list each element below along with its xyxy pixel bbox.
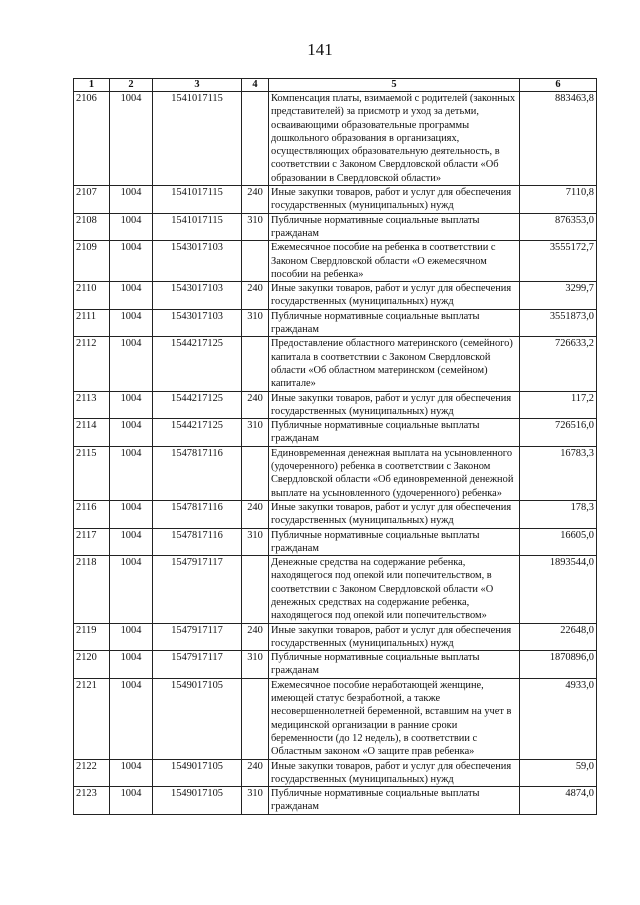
table-row xyxy=(74,391,597,419)
expense-type-cell: 240 xyxy=(242,391,269,419)
row-number-cell: 2110 xyxy=(74,282,110,310)
amount-cell: 59,0 xyxy=(520,759,597,787)
amount-cell: 1870896,0 xyxy=(520,651,597,679)
section-code-cell: 1004 xyxy=(110,678,153,759)
item-name-cell: Публичные нормативные социальные выплаты гражданам xyxy=(269,787,520,815)
row-number-cell: 2109 xyxy=(74,241,110,282)
amount-cell: 3299,7 xyxy=(520,282,597,310)
amount-cell: 1893544,0 xyxy=(520,556,597,623)
target-article-cell: 1543017103 xyxy=(153,241,242,282)
row-number-cell: 2122 xyxy=(74,759,110,787)
item-name-cell: Иные закупки товаров, работ и услуг для обеспечения государственных (муниципальных) нужд xyxy=(269,623,520,651)
section-code-cell: 1004 xyxy=(110,446,153,500)
row-number-cell: 2121 xyxy=(74,678,110,759)
expense-type-cell: 310 xyxy=(242,528,269,556)
expense-type-cell xyxy=(242,241,269,282)
section-code-cell: 1004 xyxy=(110,759,153,787)
expense-type-cell: 310 xyxy=(242,651,269,679)
row-number-cell: 2123 xyxy=(74,787,110,815)
expense-type-cell xyxy=(242,337,269,391)
row-number-cell: 2108 xyxy=(74,213,110,241)
section-code-cell: 1004 xyxy=(110,337,153,391)
table-row xyxy=(74,337,597,391)
table-row xyxy=(74,446,597,500)
item-name-cell: Публичные нормативные социальные выплаты гражданам xyxy=(269,419,520,447)
section-code-cell: 1004 xyxy=(110,500,153,528)
amount-cell: 16783,3 xyxy=(520,446,597,500)
amount-cell: 726633,2 xyxy=(520,337,597,391)
section-code-cell: 1004 xyxy=(110,282,153,310)
target-article-cell: 1543017103 xyxy=(153,309,242,337)
table-row xyxy=(74,556,597,623)
section-code-cell: 1004 xyxy=(110,651,153,679)
budget-table xyxy=(73,78,597,815)
row-number-cell: 2120 xyxy=(74,651,110,679)
item-name-cell: Единовременная денежная выплата на усыновленного (удочеренного) ребенка в соответствии с Законом Свердловской области «Об единовременной денежной выплате на усыновленного (удочеренного) ребенка» xyxy=(269,446,520,500)
amount-cell: 4933,0 xyxy=(520,678,597,759)
table-row xyxy=(74,651,597,679)
amount-cell: 178,3 xyxy=(520,500,597,528)
target-article-cell: 1544217125 xyxy=(153,419,242,447)
expense-type-cell xyxy=(242,446,269,500)
section-code-cell: 1004 xyxy=(110,391,153,419)
target-article-cell: 1549017105 xyxy=(153,759,242,787)
expense-type-cell: 310 xyxy=(242,213,269,241)
section-code-cell: 1004 xyxy=(110,186,153,214)
target-article-cell: 1547817116 xyxy=(153,500,242,528)
expense-type-cell xyxy=(242,678,269,759)
row-number-cell: 2112 xyxy=(74,337,110,391)
header-col-2: 2 xyxy=(110,79,153,92)
target-article-cell: 1549017105 xyxy=(153,787,242,815)
target-article-cell: 1547917117 xyxy=(153,556,242,623)
header-col-3: 3 xyxy=(153,79,242,92)
item-name-cell: Ежемесячное пособие на ребенка в соответствии с Законом Свердловской области «О ежемесячном пособии на ребенка» xyxy=(269,241,520,282)
item-name-cell: Иные закупки товаров, работ и услуг для обеспечения государственных (муниципальных) нужд xyxy=(269,391,520,419)
row-number-cell: 2107 xyxy=(74,186,110,214)
expense-type-cell: 240 xyxy=(242,759,269,787)
item-name-cell: Иные закупки товаров, работ и услуг для обеспечения государственных (муниципальных) нужд xyxy=(269,282,520,310)
row-number-cell: 2116 xyxy=(74,500,110,528)
item-name-cell: Предоставление областного материнского (семейного) капитала в соответствии с Законом Свердловской области «Об областном материнском (семейном) капитале» xyxy=(269,337,520,391)
target-article-cell: 1541017115 xyxy=(153,186,242,214)
table-row xyxy=(74,282,597,310)
amount-cell: 883463,8 xyxy=(520,92,597,186)
target-article-cell: 1547917117 xyxy=(153,651,242,679)
expense-type-cell xyxy=(242,92,269,186)
amount-cell: 3551873,0 xyxy=(520,309,597,337)
section-code-cell: 1004 xyxy=(110,528,153,556)
section-code-cell: 1004 xyxy=(110,213,153,241)
target-article-cell: 1544217125 xyxy=(153,391,242,419)
row-number-cell: 2111 xyxy=(74,309,110,337)
item-name-cell: Денежные средства на содержание ребенка, находящегося под опекой или попечительством, в соответствии с Законом Свердловской области «О денежных средствах на содержание ребенка, находящегося под опекой или попечительством» xyxy=(269,556,520,623)
item-name-cell: Публичные нормативные социальные выплаты гражданам xyxy=(269,528,520,556)
table-row xyxy=(74,787,597,815)
amount-cell: 3555172,7 xyxy=(520,241,597,282)
row-number-cell: 2118 xyxy=(74,556,110,623)
amount-cell: 4874,0 xyxy=(520,787,597,815)
row-number-cell: 2119 xyxy=(74,623,110,651)
item-name-cell: Публичные нормативные социальные выплаты гражданам xyxy=(269,651,520,679)
row-number-cell: 2117 xyxy=(74,528,110,556)
expense-type-cell xyxy=(242,556,269,623)
table-row xyxy=(74,92,597,186)
table-row xyxy=(74,186,597,214)
target-article-cell: 1547817116 xyxy=(153,446,242,500)
target-article-cell: 1543017103 xyxy=(153,282,242,310)
amount-cell: 16605,0 xyxy=(520,528,597,556)
item-name-cell: Иные закупки товаров, работ и услуг для обеспечения государственных (муниципальных) нужд xyxy=(269,500,520,528)
row-number-cell: 2106 xyxy=(74,92,110,186)
table-row xyxy=(74,500,597,528)
amount-cell: 876353,0 xyxy=(520,213,597,241)
target-article-cell: 1549017105 xyxy=(153,678,242,759)
row-number-cell: 2115 xyxy=(74,446,110,500)
table-row xyxy=(74,623,597,651)
header-row xyxy=(74,79,597,92)
expense-type-cell: 240 xyxy=(242,186,269,214)
expense-type-cell: 310 xyxy=(242,787,269,815)
section-code-cell: 1004 xyxy=(110,92,153,186)
row-number-cell: 2114 xyxy=(74,419,110,447)
row-number-cell: 2113 xyxy=(74,391,110,419)
section-code-cell: 1004 xyxy=(110,556,153,623)
header-col-5: 5 xyxy=(269,79,520,92)
item-name-cell: Публичные нормативные социальные выплаты гражданам xyxy=(269,309,520,337)
item-name-cell: Иные закупки товаров, работ и услуг для обеспечения государственных (муниципальных) нужд xyxy=(269,759,520,787)
amount-cell: 22648,0 xyxy=(520,623,597,651)
expense-type-cell: 240 xyxy=(242,623,269,651)
expense-type-cell: 240 xyxy=(242,500,269,528)
header-col-6: 6 xyxy=(520,79,597,92)
amount-cell: 7110,8 xyxy=(520,186,597,214)
item-name-cell: Иные закупки товаров, работ и услуг для обеспечения государственных (муниципальных) нужд xyxy=(269,186,520,214)
table-row xyxy=(74,241,597,282)
header-col-1: 1 xyxy=(74,79,110,92)
section-code-cell: 1004 xyxy=(110,419,153,447)
section-code-cell: 1004 xyxy=(110,309,153,337)
header-col-4: 4 xyxy=(242,79,269,92)
table-row xyxy=(74,213,597,241)
expense-type-cell: 310 xyxy=(242,309,269,337)
table-body xyxy=(74,92,597,815)
table-row xyxy=(74,678,597,759)
amount-cell: 117,2 xyxy=(520,391,597,419)
target-article-cell: 1541017115 xyxy=(153,213,242,241)
table-row xyxy=(74,309,597,337)
item-name-cell: Компенсация платы, взимаемой с родителей (законных представителей) за присмотр и уход за детьми, осваивающими образовательные программы дошкольного образования в организациях, осуществляющих образовательную деятельность, в соответствии с Законом Свердловской области «Об образовании в Свердловской области» xyxy=(269,92,520,186)
item-name-cell: Ежемесячное пособие неработающей женщине, имеющей статус безработной, а также несовершеннолетней беременной, вставшим на учет в медицинской организации в ранние сроки беременности (до 12 недель), в соответствии с Областным законом «О защите прав ребенка» xyxy=(269,678,520,759)
target-article-cell: 1547917117 xyxy=(153,623,242,651)
item-name-cell: Публичные нормативные социальные выплаты гражданам xyxy=(269,213,520,241)
table-row xyxy=(74,759,597,787)
amount-cell: 726516,0 xyxy=(520,419,597,447)
section-code-cell: 1004 xyxy=(110,623,153,651)
target-article-cell: 1547817116 xyxy=(153,528,242,556)
expense-type-cell: 310 xyxy=(242,419,269,447)
table-row xyxy=(74,528,597,556)
target-article-cell: 1544217125 xyxy=(153,337,242,391)
section-code-cell: 1004 xyxy=(110,787,153,815)
section-code-cell: 1004 xyxy=(110,241,153,282)
target-article-cell: 1541017115 xyxy=(153,92,242,186)
expense-type-cell: 240 xyxy=(242,282,269,310)
table-row xyxy=(74,419,597,447)
page-number: 141 xyxy=(307,40,333,59)
